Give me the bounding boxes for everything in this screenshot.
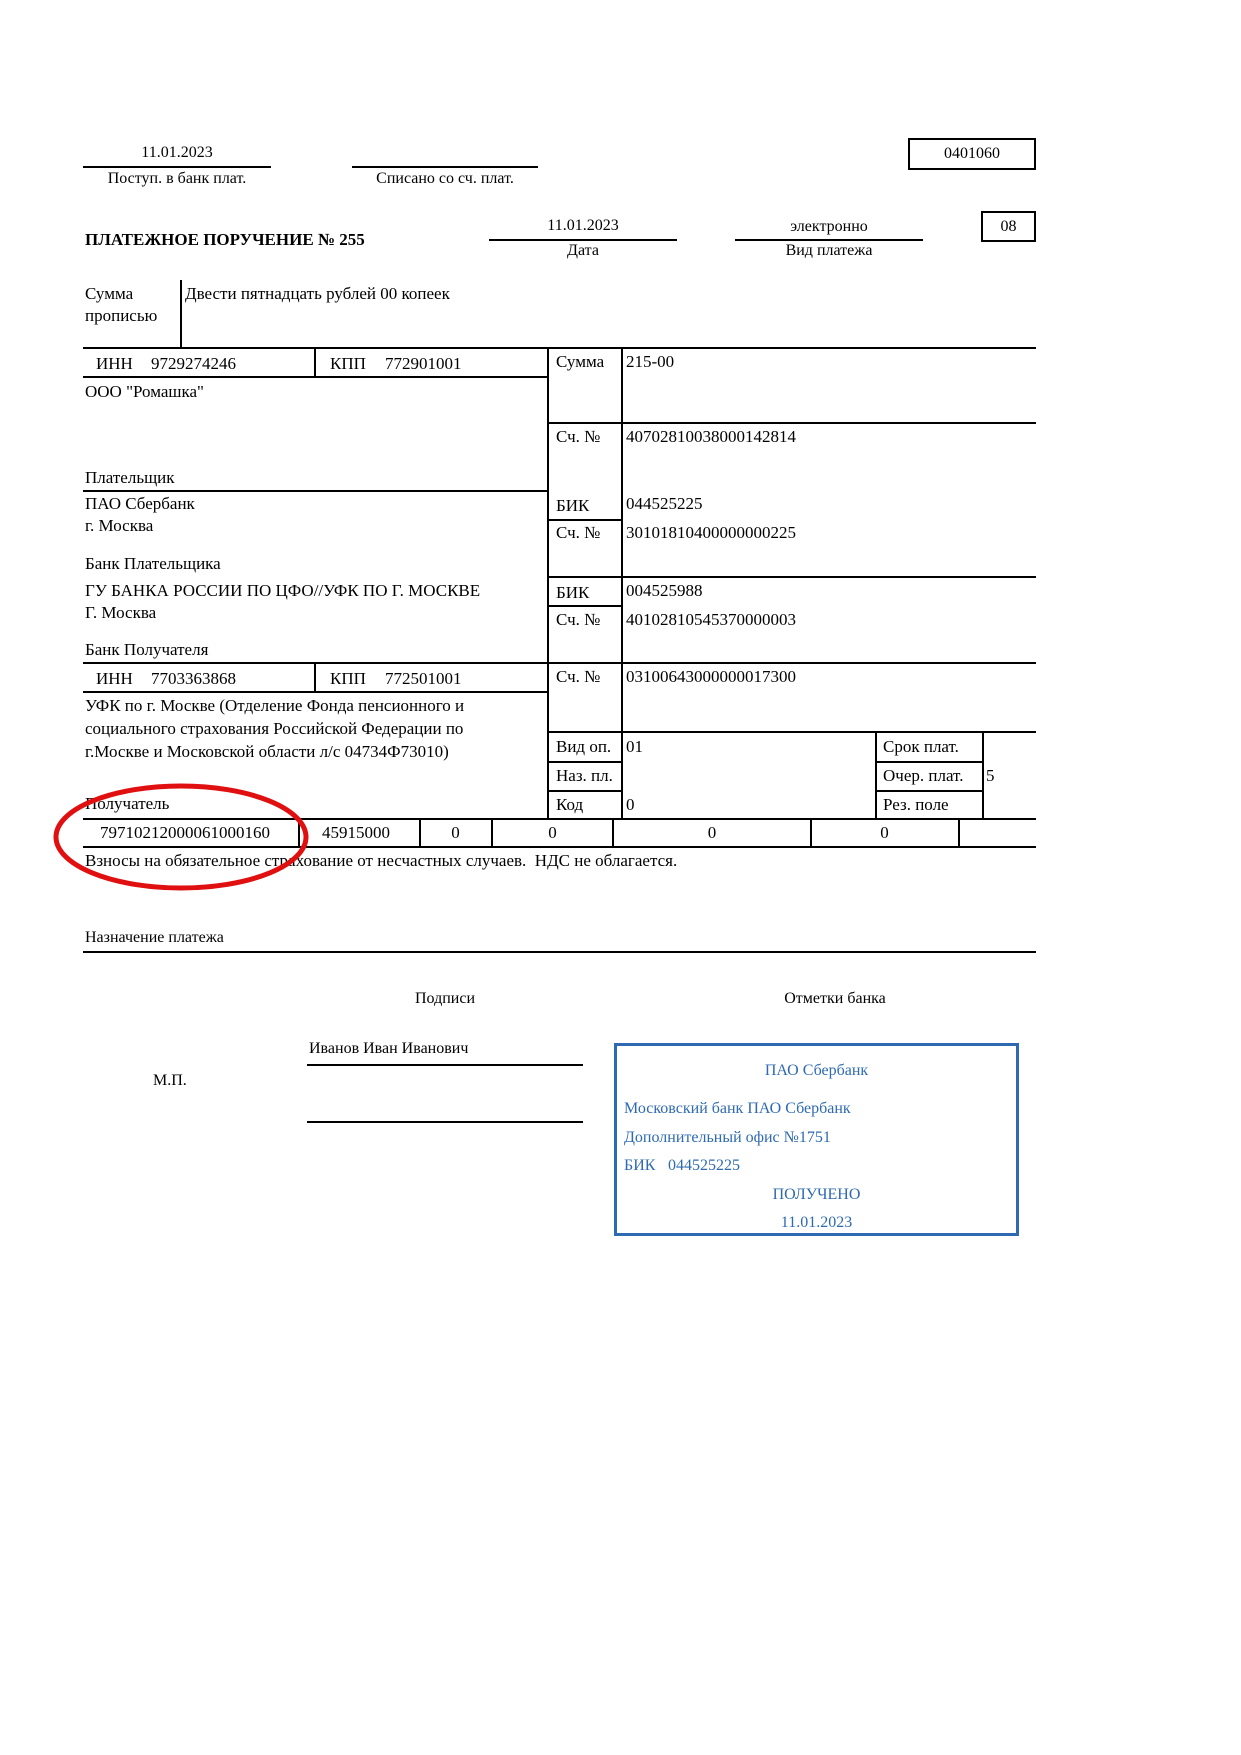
form-code: 0401060 <box>944 145 1000 162</box>
grid-line <box>547 347 549 819</box>
grid-line <box>314 347 316 376</box>
status-code-box <box>981 211 1036 242</box>
code-label: Код <box>556 795 584 814</box>
payment-type-line <box>735 239 923 241</box>
signature-line-1 <box>307 1064 583 1066</box>
payment-queue-label: Очер. плат. <box>883 766 964 785</box>
purpose-code-label: Наз. пл. <box>556 766 613 785</box>
payer-label: Плательщик <box>85 468 175 487</box>
received-label: Поступ. в банк плат. <box>107 170 247 187</box>
payer-bank-account-label: Сч. № <box>556 523 601 542</box>
grid-line <box>314 662 316 691</box>
stamp-status: ПОЛУЧЕНО <box>772 1186 861 1203</box>
recipient-kpp: 772501001 <box>385 669 462 688</box>
payer-inn: 9729274246 <box>151 354 236 373</box>
signer-name: Иванов Иван Иванович <box>309 1040 469 1057</box>
amount-words-label-1: Сумма <box>85 284 134 303</box>
order-date-line <box>489 239 677 241</box>
payer-bank-bik: 044525225 <box>626 494 703 513</box>
tax-field-4: 0 <box>548 823 557 842</box>
grid-line <box>622 422 1036 424</box>
debited-date-line <box>352 166 538 168</box>
payer-kpp: 772901001 <box>385 354 462 373</box>
stamp-bank-name: ПАО Сбербанк <box>764 1062 869 1079</box>
signatures-label: Подписи <box>414 990 476 1007</box>
grid-line <box>876 790 983 792</box>
grid-line <box>83 951 1036 953</box>
bank-marks-label: Отметки банка <box>784 990 886 1007</box>
grid-line <box>83 376 548 378</box>
grid-line <box>548 605 622 607</box>
stamp-date: 11.01.2023 <box>780 1214 853 1231</box>
received-date-line <box>83 166 271 168</box>
stamp-place-label: М.П. <box>153 1072 187 1089</box>
recipient-bank-label: Банк Получателя <box>85 640 209 659</box>
recipient-bank-account-label: Сч. № <box>556 610 601 629</box>
received-date: 11.01.2023 <box>141 144 213 161</box>
grid-line <box>548 519 622 521</box>
order-date: 11.01.2023 <box>547 217 619 234</box>
grid-line <box>83 691 548 693</box>
amount-value: 215-00 <box>626 352 675 371</box>
tax-field-6: 0 <box>880 823 889 842</box>
payer-inn-label: ИНН <box>96 354 133 373</box>
recipient-name-line-2: социального страхования Российской Федерации по <box>85 719 464 738</box>
grid-line <box>982 731 984 819</box>
stamp-line-2: Дополнительный офис №1751 <box>624 1129 831 1146</box>
grid-line <box>548 422 622 424</box>
stamp-bik-label: БИК <box>624 1157 656 1174</box>
signature-line-2 <box>307 1121 583 1123</box>
recipient-bank-bik: 004525988 <box>626 581 703 600</box>
grid-line <box>875 731 877 819</box>
payer-bank-label: Банк Плательщика <box>85 554 221 573</box>
red-ellipse-annotation <box>50 780 312 900</box>
bank-stamp <box>614 1043 1019 1236</box>
stamp-line-1: Московский банк ПАО Сбербанк <box>624 1100 851 1117</box>
operation-type-label: Вид оп. <box>556 737 612 756</box>
payment-type: электронно <box>790 218 868 235</box>
tax-field-5: 0 <box>707 823 717 842</box>
status-code: 08 <box>1000 218 1017 235</box>
order-title: ПЛАТЕЖНОЕ ПОРУЧЕНИЕ № 255 <box>85 230 365 249</box>
payer-bank-bik-label: БИК <box>556 496 590 515</box>
stamp-bik: 044525225 <box>668 1157 740 1174</box>
purpose-text: Взносы на обязательное страхование от несчастных случаев. НДС не облагается. <box>85 851 678 870</box>
payment-queue: 5 <box>986 766 995 785</box>
recipient-label: Получатель <box>85 794 170 813</box>
payer-kpp-label: КПП <box>330 354 366 373</box>
recipient-name-line-3: г.Москве и Московской области л/с 04734Ф73010) <box>85 742 449 761</box>
operation-type: 01 <box>626 737 643 756</box>
payer-bank-name: ПАО Сбербанк <box>85 494 195 513</box>
grid-line <box>621 347 623 819</box>
recipient-bank-name: ГУ БАНКА РОССИИ ПО ЦФО//УФК ПО Г. МОСКВЕ <box>85 581 481 600</box>
recipient-account-label: Сч. № <box>556 667 601 686</box>
grid-line <box>83 347 1036 349</box>
kbk-value: 79710212000061000160 <box>100 823 270 842</box>
grid-line <box>548 790 622 792</box>
payer-bank-account: 30101810400000000225 <box>626 523 796 542</box>
amount-words-divider <box>180 280 182 348</box>
amount-words-value: Двести пятнадцать рублей 00 копеек <box>185 284 450 303</box>
oktmo-value: 45915000 <box>322 823 390 842</box>
grid-line <box>83 490 548 492</box>
amount-words-label-2: прописью <box>85 306 158 325</box>
payer-account-label: Сч. № <box>556 427 601 446</box>
grid-line <box>876 761 983 763</box>
code-value: 0 <box>626 795 635 814</box>
recipient-inn-label: ИНН <box>96 669 133 688</box>
debited-label: Списано со сч. плат. <box>376 170 514 187</box>
order-date-label: Дата <box>567 242 599 259</box>
recipient-account: 03100643000000017300 <box>626 667 796 686</box>
recipient-bank-city: Г. Москва <box>85 603 157 622</box>
recipient-kpp-label: КПП <box>330 669 366 688</box>
recipient-name-line-1: УФК по г. Москве (Отделение Фонда пенсионного и <box>85 696 465 715</box>
purpose-label: Назначение платежа <box>85 929 224 946</box>
grid-line <box>958 818 960 846</box>
amount-label: Сумма <box>556 352 605 371</box>
reserve-field-label: Рез. поле <box>883 795 949 814</box>
payer-bank-city: г. Москва <box>85 516 154 535</box>
form-code-box <box>908 138 1036 170</box>
recipient-inn: 7703363868 <box>151 669 236 688</box>
payment-term-label: Срок плат. <box>883 737 959 756</box>
recipient-bank-bik-label: БИК <box>556 583 590 602</box>
payer-name: ООО "Ромашка" <box>85 382 204 401</box>
grid-line <box>548 761 622 763</box>
recipient-bank-account: 40102810545370000003 <box>626 610 796 629</box>
tax-field-3: 0 <box>451 823 460 842</box>
payer-account: 40702810038000142814 <box>626 427 796 446</box>
payment-type-label: Вид платежа <box>785 242 873 259</box>
